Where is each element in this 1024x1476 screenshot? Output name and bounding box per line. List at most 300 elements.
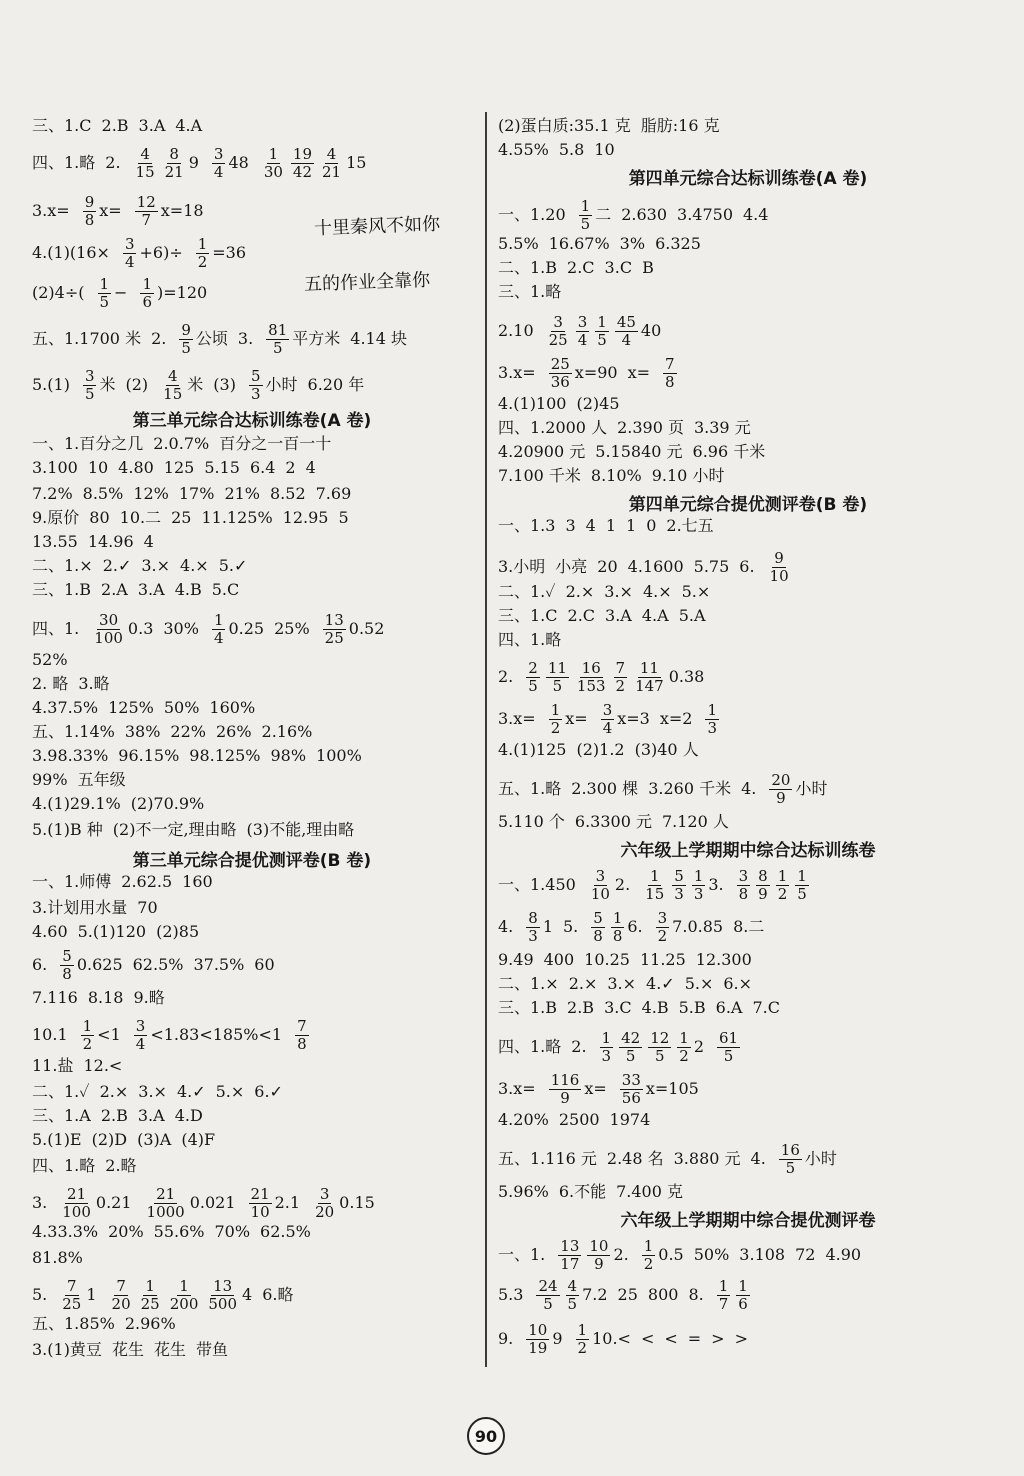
answer-text: 5.110 个	[498, 812, 565, 831]
section-heading: 第三单元综合达标训练卷(A 卷)	[132, 411, 372, 431]
answer-text: 10.25	[584, 950, 630, 969]
answer-text: 三、1.C	[32, 116, 92, 135]
answer-text: 6.325	[655, 234, 701, 253]
answer-text: 3.C	[604, 258, 633, 277]
answer-text: (2)4÷(	[32, 283, 85, 302]
fraction: $\frac{81}{5}$	[268, 321, 288, 357]
answer-text: 400	[543, 950, 575, 969]
fraction: $\frac{3}{4}$	[602, 701, 613, 737]
answer-line	[32, 1130, 225, 1150]
answer-text: x=	[565, 709, 588, 728]
fraction: $\frac{1}{4}$	[213, 611, 224, 647]
answer-text: 5.✓	[218, 556, 248, 575]
answer-text: 72	[795, 1245, 816, 1264]
fraction: $\frac{1}{2}$	[577, 1321, 588, 1357]
answer-text: 脂肪:16 克	[640, 116, 720, 135]
answer-text: 10.1	[32, 1025, 68, 1044]
fraction: $\frac{1}{3}$	[601, 1029, 612, 1065]
answer-text: 4.90	[825, 1245, 862, 1264]
answer-line	[32, 556, 257, 576]
answer-line	[32, 580, 249, 600]
answer-text: 6.×	[723, 974, 753, 993]
fraction: $\frac{1}{2}$	[777, 867, 788, 903]
fraction: $\frac{3}{20}$	[315, 1185, 335, 1221]
answer-text: 四、1.略	[498, 1037, 562, 1056]
fraction: $\frac{13}{500}$	[208, 1277, 238, 1313]
fraction: $\frac{5}{3}$	[250, 367, 261, 403]
page-number-badge	[464, 1416, 508, 1456]
answer-line	[32, 484, 361, 504]
answer-text: 9	[552, 1329, 563, 1348]
answer-text: 4	[242, 1285, 253, 1304]
answer-text: 2.B	[100, 1106, 128, 1125]
answer-text: x=	[627, 363, 651, 382]
answer-text: 2.630	[621, 205, 668, 224]
fraction: $\frac{3}{4}$	[135, 1017, 146, 1053]
fraction: $\frac{4}{5}$	[567, 1277, 578, 1313]
answer-text: 小时	[265, 375, 298, 394]
answer-text: 4.(1)125	[498, 740, 567, 759]
answer-line	[498, 418, 761, 438]
answer-text: 五、1.85%	[32, 1314, 115, 1333]
answer-text: 3.100	[32, 458, 78, 477]
answer-text: 五、1.116 元	[498, 1149, 597, 1168]
answer-text: 5.×	[681, 582, 711, 601]
section-heading: 六年级上学期期中综合达标训练卷	[620, 841, 876, 861]
answer-text: x=2	[659, 709, 693, 728]
answer-text: 四、1.2000 人	[498, 418, 608, 437]
answer-line	[32, 1278, 303, 1313]
fraction: $\frac{5}{8}$	[62, 947, 72, 983]
answer-text: 11.25	[639, 950, 686, 969]
answer-text: 8.二	[733, 917, 765, 936]
answer-line	[32, 770, 136, 790]
answer-text: x=90	[574, 363, 618, 382]
answer-text: 五、1.1700 米	[32, 329, 142, 348]
answer-text: 3.×	[138, 1082, 167, 1101]
section-heading: 第三单元综合提优测评卷(B 卷)	[132, 851, 372, 871]
fraction: $\frac{9}{8}$	[84, 193, 95, 229]
answer-text: 平方米	[292, 329, 341, 348]
fraction: $\frac{4}{21}$	[322, 145, 342, 181]
fraction: $\frac{4}{15}$	[163, 367, 183, 403]
answer-text: 3%	[619, 234, 646, 253]
answer-text: 4.20%	[498, 1110, 549, 1129]
answer-line	[32, 722, 322, 742]
fraction: $\frac{1}{5}$	[580, 197, 591, 233]
answer-text: 60	[254, 955, 275, 974]
answer-text: 7.120 人	[661, 812, 729, 831]
answer-text: 小时	[795, 779, 828, 798]
answer-text: 2.96%	[124, 1314, 176, 1333]
answer-text: 2500	[558, 1110, 600, 1129]
answer-line	[498, 516, 724, 536]
answer-text: 0	[646, 516, 657, 535]
answer-text: 98%	[270, 746, 307, 765]
answer-text: B	[642, 258, 654, 277]
answer-text: 50%	[163, 698, 200, 717]
answer-text: 12%	[133, 484, 169, 503]
section-heading: 第四单元综合提优测评卷(B 卷)	[628, 495, 868, 515]
answer-line	[498, 442, 775, 462]
answer-line	[32, 898, 168, 918]
answer-text: 3.略	[78, 674, 110, 693]
answer-text: 3.x=	[498, 1079, 536, 1098]
answer-text: 3.×	[141, 556, 171, 575]
answer-text: x=	[99, 201, 122, 220]
answer-line	[498, 1278, 753, 1313]
fraction: $\frac{10}{9}$	[589, 1237, 609, 1273]
answer-text: 4.(1)(16×	[32, 243, 110, 262]
answer-text: 2.C	[567, 258, 595, 277]
answer-text: 9.	[498, 1329, 514, 1348]
answer-text: 4.✓	[176, 1082, 206, 1101]
answer-text: 125%	[108, 698, 154, 717]
answer-text: 100%	[316, 746, 362, 765]
answer-line	[32, 698, 265, 718]
answer-text: 2.✓	[102, 556, 132, 575]
answer-text: 4.B	[641, 998, 669, 1017]
answer-text: 70%	[214, 1222, 251, 1241]
answer-text: (3)	[213, 375, 236, 394]
answer-text: <1	[97, 1025, 121, 1044]
answer-line	[498, 606, 716, 626]
fraction: $\frac{7}{8}$	[665, 355, 675, 391]
answer-text: 4	[143, 532, 154, 551]
fraction: $\frac{1}{3}$	[693, 867, 704, 903]
answer-text: 2. 略	[32, 674, 69, 693]
answer-text: 6.20 年	[307, 375, 365, 394]
fraction: $\frac{5}{8}$	[593, 909, 603, 945]
fraction: $\frac{5}{3}$	[674, 867, 684, 903]
answer-text: 7.C	[752, 998, 780, 1017]
answer-line	[498, 1030, 743, 1065]
answer-text: 2.1	[274, 1193, 301, 1212]
answer-text: 2.B	[101, 116, 129, 135]
answer-text: 三、1.C	[498, 606, 558, 625]
answer-text: 6.	[627, 917, 643, 936]
fraction: $\frac{1}{2}$	[679, 1029, 689, 1065]
answer-line	[32, 1156, 147, 1176]
answer-text: 米	[187, 375, 204, 394]
fraction: $\frac{19}{42}$	[292, 145, 313, 181]
fraction: $\frac{116}{9}$	[550, 1071, 580, 1107]
answer-text: 5.8	[558, 140, 585, 159]
answer-line	[498, 910, 774, 945]
answer-text: 二、1.×	[498, 974, 559, 993]
answer-text: 5.C	[211, 580, 240, 599]
fraction: $\frac{12}{7}$	[136, 193, 156, 229]
answer-text: 8.10%	[590, 466, 642, 485]
answer-text: 1974	[609, 1110, 651, 1129]
answer-text: 2.C	[567, 606, 596, 625]
answer-text: 62.5%	[132, 955, 184, 974]
fraction: $\frac{7}{25}$	[62, 1277, 82, 1313]
answer-line	[498, 356, 680, 391]
answer-text: 二、1.×	[32, 556, 93, 575]
answer-text: 3.×	[607, 974, 637, 993]
answer-text: 4.14 块	[350, 329, 407, 348]
answer-line	[498, 974, 762, 994]
answer-text: 5.	[32, 1285, 48, 1304]
fraction: $\frac{10}{19}$	[528, 1321, 548, 1357]
answer-text: 3.×	[604, 582, 633, 601]
answer-text: +6)÷	[139, 243, 183, 262]
answer-text: 4.	[750, 1149, 766, 1168]
fraction: $\frac{3}{8}$	[738, 867, 749, 903]
answer-text: 5	[338, 508, 349, 527]
answer-line	[498, 950, 762, 970]
answer-text: 5.96%	[498, 1182, 549, 1201]
answer-line	[498, 1142, 847, 1177]
answer-text: 6.略	[262, 1285, 294, 1304]
answer-line	[32, 458, 326, 478]
fraction: $\frac{45}{4}$	[616, 313, 636, 349]
fraction: $\frac{1}{25}$	[140, 1277, 160, 1313]
answer-text: 公顷	[195, 329, 228, 348]
answer-text: 3.A	[137, 1106, 165, 1125]
answer-line	[498, 998, 790, 1018]
answer-text: 6.	[739, 557, 755, 576]
answer-text: 四、1.略	[32, 153, 96, 172]
answer-text: 4.55%	[498, 140, 549, 159]
answer-text: 2.	[498, 667, 514, 686]
fraction: $\frac{33}{56}$	[621, 1071, 641, 1107]
fraction: $\frac{21}{1000}$	[146, 1185, 185, 1221]
answer-line	[498, 394, 630, 414]
answer-line	[32, 872, 223, 892]
fraction: $\frac{30}{100}$	[94, 611, 123, 647]
answer-text: 6.✓	[254, 1082, 283, 1101]
answer-text: 3.4750	[677, 205, 733, 224]
answer-text: 4.(1)100	[498, 394, 567, 413]
answer-text: 4.20900 元	[498, 442, 586, 461]
answer-text: 20	[597, 557, 618, 576]
answer-line	[32, 746, 372, 766]
answer-text: (2)1.2	[576, 740, 625, 759]
answer-text: 3.	[237, 329, 254, 348]
answer-line	[498, 772, 837, 807]
answer-text: 一、1.450	[498, 875, 576, 894]
answer-text: 26%	[215, 722, 252, 741]
answer-text: 2.62.5	[121, 872, 173, 891]
answer-line	[32, 674, 120, 694]
answer-text: 0.25	[228, 619, 265, 638]
answer-text: 10.<	[592, 1329, 631, 1348]
fraction: $\frac{7}{2}$	[615, 659, 626, 695]
answer-text: 10	[87, 458, 109, 477]
answer-line	[32, 1222, 321, 1242]
answer-text: 3.108	[739, 1245, 786, 1264]
answer-text: 一、1.3	[498, 516, 556, 535]
answer-text: 99%	[32, 770, 68, 789]
answer-text: 3.A	[138, 116, 166, 135]
fraction: $\frac{9}{5}$	[181, 321, 191, 357]
fraction: $\frac{21}{100}$	[62, 1185, 91, 1221]
answer-text: 5.B	[678, 998, 706, 1017]
answer-text: 2.10	[498, 321, 534, 340]
answer-text: 0.021	[189, 1193, 236, 1212]
answer-text: x=3	[617, 709, 650, 728]
answer-text: 4.D	[174, 1106, 203, 1125]
answer-line	[32, 1106, 213, 1126]
answer-text: 7.69	[315, 484, 352, 503]
page-number: 90	[467, 1417, 505, 1455]
answer-text: 小亮	[555, 557, 588, 576]
answer-text: 17%	[178, 484, 215, 503]
answer-text: 11.125%	[201, 508, 273, 527]
answer-text: 9.原价	[32, 508, 80, 527]
answer-text: 2.×	[565, 582, 595, 601]
answer-text: 38%	[124, 722, 161, 741]
fraction: $\frac{8}{9}$	[758, 867, 768, 903]
fraction: $\frac{1}{5}$	[797, 867, 807, 903]
answer-text: 4.60	[32, 922, 68, 941]
answer-text: 5.15	[204, 458, 240, 477]
answer-text: 米	[99, 375, 116, 394]
answer-text: 55.6%	[153, 1222, 205, 1241]
answer-text: 2.	[151, 329, 167, 348]
answer-text: 一、1.百分之几	[32, 434, 144, 453]
answer-text: >	[711, 1329, 725, 1348]
answer-text: 3.小明	[498, 557, 546, 576]
answer-text: 9.略	[133, 988, 165, 1007]
answer-text: (2)	[125, 375, 149, 394]
answer-line	[32, 322, 417, 357]
answer-text: 3.A	[137, 580, 165, 599]
answer-line	[498, 660, 714, 695]
answer-text: 12.<	[83, 1056, 123, 1075]
answer-text: =	[687, 1329, 702, 1348]
answer-line	[498, 234, 711, 254]
answer-text: 3.260 千米	[648, 779, 732, 798]
answer-line	[32, 1082, 293, 1102]
answer-line	[32, 650, 78, 670]
fraction: $\frac{1}{200}$	[169, 1277, 199, 1313]
answer-text: 五、1.略	[498, 779, 562, 798]
answer-text: 1	[542, 917, 553, 936]
answer-text: 一、1.20	[498, 205, 566, 224]
answer-text: 6.96 千米	[692, 442, 766, 461]
answer-text: 4.A	[175, 116, 203, 135]
answer-line	[498, 1238, 871, 1273]
fraction: $\frac{12}{5}$	[650, 1029, 670, 1065]
fraction: $\frac{1}{2}$	[550, 701, 561, 737]
answer-text: 小时	[804, 1149, 837, 1168]
answer-text: 12.95	[282, 508, 329, 527]
answer-line	[498, 868, 812, 903]
answer-text: (2)45	[576, 394, 620, 413]
answer-text: (3)40 人	[634, 740, 699, 759]
answer-text: 21%	[224, 484, 260, 503]
answer-text: 1	[605, 516, 617, 535]
answer-text: 三、1.B	[32, 580, 92, 599]
answer-text: (3)A	[137, 1130, 172, 1149]
answer-text: 2.×	[568, 974, 598, 993]
fraction: $\frac{11}{147}$	[635, 659, 664, 695]
answer-text: 0.52	[348, 619, 385, 638]
fraction: $\frac{3}{25}$	[548, 313, 568, 349]
answer-line	[32, 612, 394, 647]
answer-line	[32, 146, 376, 181]
answer-text: 5.(1)E	[32, 1130, 82, 1149]
answer-line	[498, 1072, 709, 1107]
answer-text: 62.5%	[260, 1222, 311, 1241]
answer-text: 2.×	[99, 1082, 129, 1101]
answer-text: 3.计划用水量	[32, 898, 128, 917]
answer-line	[498, 1322, 758, 1357]
answer-line	[32, 116, 212, 136]
fraction: $\frac{1}{7}$	[718, 1277, 729, 1313]
answer-text: −	[114, 283, 128, 302]
answer-text: 5.3	[498, 1285, 524, 1304]
answer-text: x=18	[160, 201, 204, 220]
fraction: $\frac{3}{2}$	[657, 909, 668, 945]
answer-line	[498, 1110, 660, 1130]
answer-text: 160%	[209, 698, 256, 717]
fraction: $\frac{4}{15}$	[135, 145, 155, 181]
answer-line	[498, 282, 571, 302]
answer-text: 3.(1)黄豆	[32, 1340, 102, 1359]
answer-line	[32, 1248, 93, 1268]
answer-text: 6.4	[249, 458, 276, 477]
answer-text: 4.33.3%	[32, 1222, 99, 1241]
fraction: $\frac{1}{3}$	[707, 701, 717, 737]
fraction: $\frac{1}{30}$	[263, 145, 283, 181]
answer-text: 0.21	[95, 1193, 132, 1212]
answer-text: (2)D	[91, 1130, 128, 1149]
fraction: $\frac{16}{5}$	[780, 1141, 800, 1177]
fraction: $\frac{3}{10}$	[590, 867, 610, 903]
fraction: $\frac{3}{4}$	[213, 145, 224, 181]
column-divider	[485, 112, 487, 1367]
answer-text: 800	[647, 1285, 679, 1304]
answer-text: 一、1.	[498, 1245, 546, 1264]
answer-text: 2.B	[567, 998, 595, 1017]
fraction: $\frac{3}{4}$	[577, 313, 588, 349]
fraction: $\frac{2}{5}$	[528, 659, 538, 695]
section-heading: 六年级上学期期中综合提优测评卷	[620, 1211, 876, 1231]
fraction: $\frac{1}{6}$	[142, 275, 152, 311]
answer-line	[32, 276, 217, 311]
answer-text: 25	[171, 508, 192, 527]
answer-text: (4)F	[181, 1130, 216, 1149]
fraction: $\frac{42}{5}$	[621, 1029, 641, 1065]
answer-text: 5.75	[693, 557, 730, 576]
answer-text: 15	[346, 153, 367, 172]
answer-text: (2)蛋白质:35.1 克	[498, 116, 631, 135]
fraction: $\frac{13}{17}$	[560, 1237, 580, 1273]
answer-text: 1	[86, 1285, 97, 1304]
answer-text: 2.0.7%	[153, 434, 210, 453]
answer-text: 9	[188, 153, 199, 172]
answer-text: 三、1.略	[498, 282, 562, 301]
answer-text: =36	[212, 243, 247, 262]
answer-line	[32, 236, 256, 271]
answer-line	[32, 820, 364, 840]
answer-text: 四、1.略	[498, 630, 562, 649]
answer-text: 4.A	[641, 606, 669, 625]
answer-text: 3	[565, 516, 576, 535]
answer-text: 4.1600	[627, 557, 684, 576]
answer-text: 百分之一百一十	[219, 434, 332, 453]
answer-text: 6.3300 元	[574, 812, 652, 831]
answer-text: 3.x=	[498, 363, 536, 382]
answer-text: 9.10 小时	[651, 466, 725, 485]
answer-text: 13.55	[32, 532, 78, 551]
answer-line	[32, 1186, 385, 1221]
answer-text: 3.x=	[32, 201, 70, 220]
